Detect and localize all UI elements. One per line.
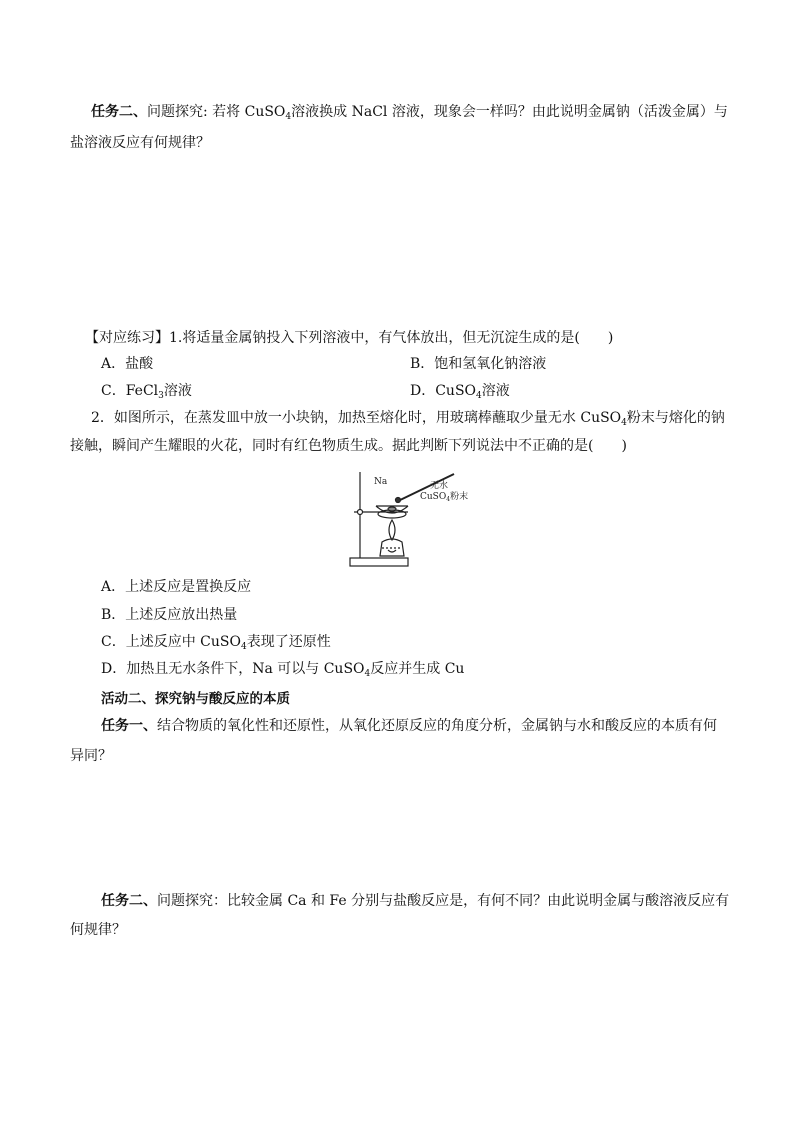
q1-option-d: D．CuSO$_4$溶液 [410, 383, 510, 401]
apparatus-figure [346, 462, 478, 570]
task2-question2-line1: 任务二、问题探究：比较金属 Ca 和 Fe 分别与盐酸反应是，有何不同？由此说明金属与酸溶液反应有 [101, 893, 730, 909]
q2-option-a: A．上述反应是置换反应 [101, 579, 252, 595]
q1-option-b: B．饱和氢氧化钠溶液 [410, 356, 547, 372]
task2-question-line2: 盐溶液反应有何规律？ [70, 135, 210, 151]
q2-option-c: C．上述反应中 CuSO$_4$表现了还原性 [101, 634, 331, 652]
stand-base [350, 558, 408, 566]
task-label: 任务二、 [91, 104, 147, 120]
clamp [358, 510, 363, 515]
activity2-task1-line2: 异同？ [70, 748, 112, 764]
na-label: Na [374, 477, 388, 487]
q1-option-a: A．盐酸 [101, 356, 154, 372]
practice-q1-stem: 【对应练习】1.将适量金属钠投入下列溶液中，有气体放出，但无沉淀生成的是( ) [85, 330, 614, 346]
practice-tag: 【对应练习】 [85, 330, 169, 346]
q2-option-b: B．上述反应放出热量 [101, 607, 238, 623]
task-label: 任务二、 [101, 893, 157, 909]
q1-option-c: C．FeCl$_3$溶液 [101, 383, 192, 401]
task-label: 任务一、 [101, 718, 157, 734]
practice-q2-stem-line2: 接触，瞬间产生耀眼的火花，同时有红色物质生成。据此判断下列说法中不正确的是( ) [70, 438, 627, 454]
task2-question2-line2: 何规律？ [70, 922, 126, 938]
activity2-task1-line1: 任务一、结合物质的氧化性和还原性，从氧化还原反应的角度分析，金属钠与水和酸反应的本质有何 [101, 718, 717, 734]
task2-question-line1: 任务二、问题探究: 若将 CuSO$_4$溶液换成 NaCl 溶液，现象会一样吗？由此说明金属钠（活泼金属）与 [91, 104, 728, 122]
sodium-piece [388, 507, 396, 511]
flame [389, 520, 395, 540]
activity2-heading: 活动二、探究钠与酸反应的本质 [101, 691, 290, 707]
q2-option-d: D．加热且无水条件下，Na 可以与 CuSO$_4$反应并生成 Cu [101, 661, 465, 679]
reagent-label-1: 无水 [430, 481, 449, 491]
reagent-label-2: CuSO$_4$粉末 [420, 492, 469, 503]
practice-q2-stem-line1: 2．如图所示，在蒸发皿中放一小块钠，加热至熔化时，用玻璃棒蘸取少量无水 CuSO$_4$粉末与熔化的钠 [91, 410, 725, 428]
